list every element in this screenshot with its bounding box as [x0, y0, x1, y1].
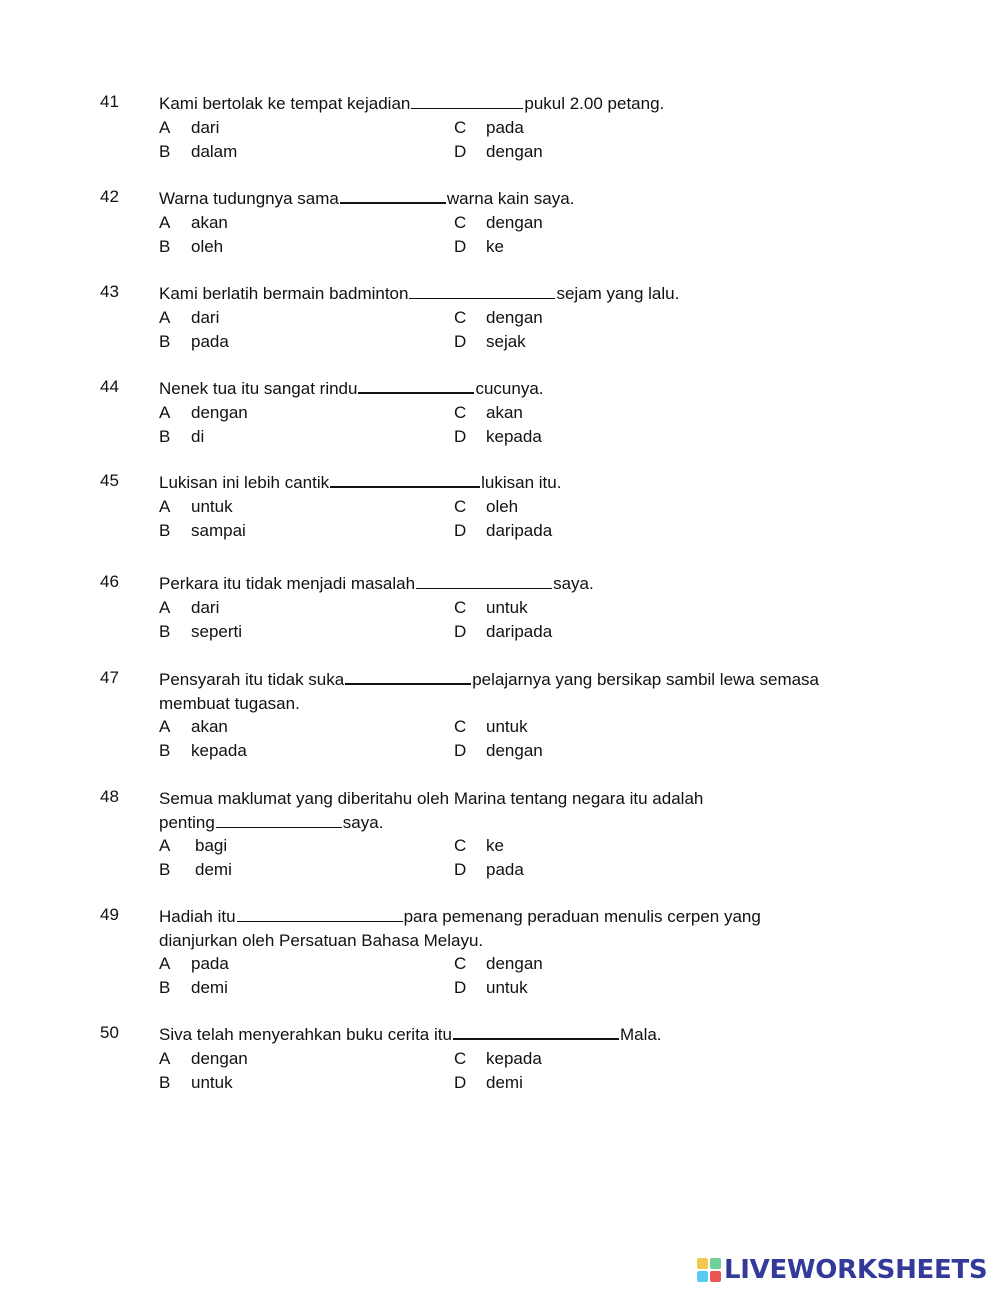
question-number: 48	[100, 787, 119, 806]
worksheet-page: 41 Kami bertolak ke tempat kejadian pukul 2.00 petang. A dari B dalam C pada D dengan 42 Warna tudungnya sama warna kain saya. A akan B oleh C dengan D ke 43 Kami berlatih bermain badminton sejam yang lalu. A dari B pada C dengan D sejak 44 Nenek tua itu sangat rindu cucunya. A dengan B di C akan D kepada 45 Lukisan ini lebih cantik lukisan itu. A untuk B sampai C oleh D daripada 46 Perkara itu tidak menjadi masalah saya. A dari B seperti C untuk D daripada 47 Pensyarah itu tidak suka pelajarnya yang bersikap sambil lewa semasa membuat tugasan. A akan B kepada C untuk D dengan 48 Semua maklumat yang diberitahu oleh Marina tentang negara itu adalah penting saya. A bagi B demi C ke D pada 49 Hadiah itu para pemenang peraduan menulis cerpen yang dianjurkan oleh Persatuan Bahasa Melayu. A pada B demi C dengan D untuk 50 Siva telah menyerahkan buku cerita itu Mala. A dengan B untuk C kepada D demi LIVEWORKSHEETS	[100, 92, 988, 1285]
logo-square	[710, 1271, 721, 1282]
answer-blank[interactable]	[453, 1023, 619, 1040]
answer-blank[interactable]	[330, 471, 480, 488]
question-stem: Pensyarah itu tidak suka pelajarnya yang bersikap sambil lewa semasa membuat tugasan.	[159, 670, 820, 713]
question-number: 50	[100, 1023, 119, 1042]
question-stem: Siva telah menyerahkan buku cerita itu Mala.	[159, 1025, 662, 1044]
question-stem: Kami berlatih bermain badminton sejam yang lalu.	[159, 284, 680, 303]
question-number: 43	[100, 282, 119, 301]
question-number: 42	[100, 187, 119, 206]
question-stem: Warna tudungnya sama warna kain saya.	[159, 189, 575, 208]
answer-blank[interactable]	[409, 283, 555, 299]
question-number: 45	[100, 471, 119, 490]
logo-mark-icon	[697, 1258, 721, 1282]
answer-blank[interactable]	[237, 906, 403, 922]
question-number: 47	[100, 668, 119, 687]
logo-square	[697, 1271, 708, 1282]
question-stem: Hadiah itu para pemenang peraduan menulis cerpen yang dianjurkan oleh Persatuan Bahasa Melayu.	[159, 907, 761, 950]
question-stem: Perkara itu tidak menjadi masalah saya.	[159, 574, 594, 593]
answer-blank[interactable]	[358, 377, 474, 394]
question-number: 41	[100, 92, 119, 111]
logo-square	[710, 1258, 721, 1269]
liveworksheets-logo	[697, 1255, 987, 1285]
answer-blank[interactable]	[416, 573, 552, 589]
question-number: 46	[100, 572, 119, 591]
question-stem: Semua maklumat yang diberitahu oleh Marina tentang negara itu adalah penting saya.	[159, 789, 704, 832]
answer-blank[interactable]	[345, 668, 471, 685]
question-number: 44	[100, 377, 119, 396]
answer-blank[interactable]	[340, 187, 446, 204]
question-stem: Lukisan ini lebih cantik lukisan itu.	[159, 473, 562, 492]
answer-blank[interactable]	[216, 812, 342, 828]
logo-text: LIVEWORKSHEETS	[724, 1255, 988, 1285]
question-number: 49	[100, 905, 119, 924]
question-stem: Nenek tua itu sangat rindu cucunya.	[159, 379, 544, 398]
question-stem: Kami bertolak ke tempat kejadian pukul 2.00 petang.	[159, 94, 665, 113]
logo-square	[697, 1258, 708, 1269]
answer-blank[interactable]	[411, 93, 523, 109]
